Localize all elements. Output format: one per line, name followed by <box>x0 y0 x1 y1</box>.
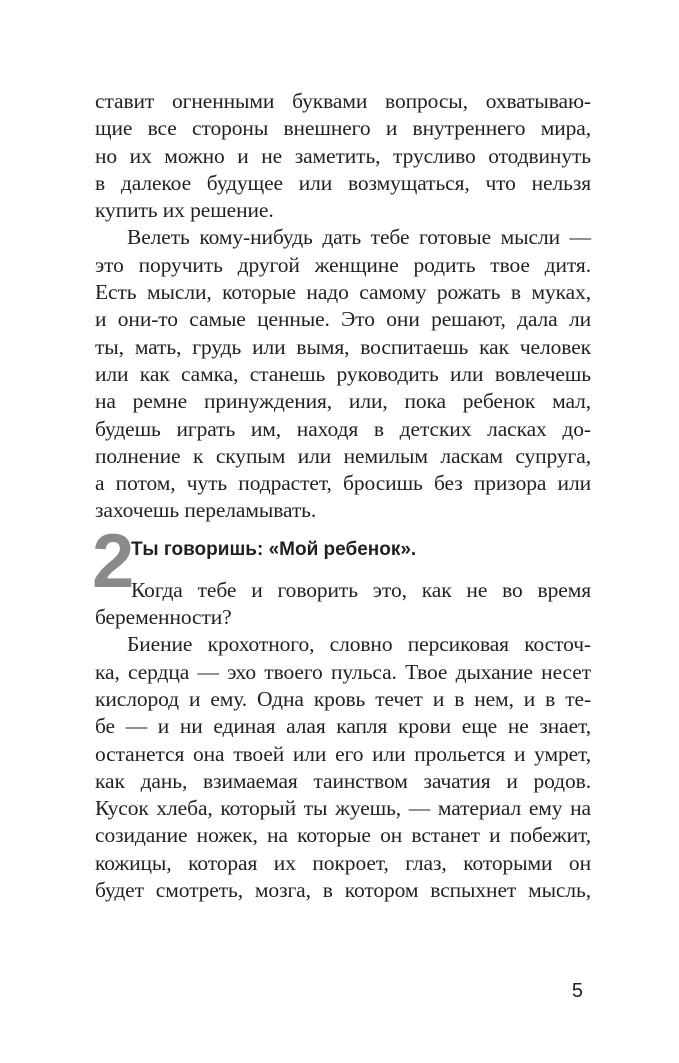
text-line: или как самка, станешь руководить или вовлечешь <box>95 361 591 386</box>
paragraph-3 <box>95 631 591 904</box>
text-line: захочешь переламывать. <box>95 498 317 523</box>
text-line: а потом, чуть подрастет, бросишь без призора или <box>95 471 591 496</box>
text-line: ставит огненными буквами вопросы, охватываю- <box>95 89 591 113</box>
text-line: и они-то самые ценные. Это они решают, дала ли <box>95 307 591 332</box>
text-line: в далекое будущее или возмущаться, что нельзя <box>95 170 591 195</box>
text-line: беременности? <box>95 605 232 630</box>
text-line: ты, мать, грудь или вымя, воспитаешь как человек <box>95 334 591 359</box>
paragraph-2 <box>95 224 591 524</box>
text-line: созидание ножек, на которые он встанет и побежит, <box>95 823 591 848</box>
text-line: это поручить другой женщине родить твое дитя. <box>95 252 591 277</box>
text-line: кислород и ему. Одна кровь течет и в нем, и в те- <box>95 686 591 711</box>
section-title: Ты говоришь: «Мой ребенок». <box>131 538 417 560</box>
text-line: кожицы, которая их покроет, глаз, которыми он <box>95 850 591 875</box>
text-line: полнение к скупым или немилым ласкам супруга, <box>95 443 591 468</box>
paragraph-1 <box>95 88 591 224</box>
text-line: будет смотреть, мозга, в котором вспыхнет мысль, <box>95 878 591 903</box>
text-line: Биение крохотного, словно персиковая косточ- <box>127 632 591 657</box>
page-number: 5 <box>571 980 583 1002</box>
text-line: будешь играть им, находя в детских ласках до- <box>95 416 591 441</box>
text-line: останется она твоей или его или прольется и умрет, <box>95 741 591 766</box>
text-line: щие все стороны внешнего и внутреннего мира, <box>95 116 591 141</box>
text-line: как дань, взимаемая таинством зачатия и родов. <box>95 768 591 793</box>
text-line: Кусок хлеба, который ты жуешь, — материал ему на <box>95 796 591 821</box>
text-line: Велеть кому-нибудь дать тебе готовые мысли — <box>127 225 591 250</box>
text-line: бе — и ни единая алая капля крови еще не знает, <box>95 714 591 739</box>
text-line: купить их решение. <box>95 198 274 223</box>
page-body <box>92 88 591 904</box>
section-number: 2 <box>92 518 135 604</box>
text-line: на ремне принуждения, или, пока ребенок мал, <box>95 389 591 414</box>
section-heading <box>92 518 591 604</box>
text-line: Есть мысли, которые надо самому рожать в муках, <box>95 280 591 305</box>
text-line: Когда тебе и говорить это, как не во время <box>131 577 591 602</box>
text-line: ка, сердца — эхо твоего пульса. Твое дыхание несет <box>95 659 591 684</box>
text-line: но их можно и не заметить, трусливо отодвинуть <box>95 143 591 168</box>
